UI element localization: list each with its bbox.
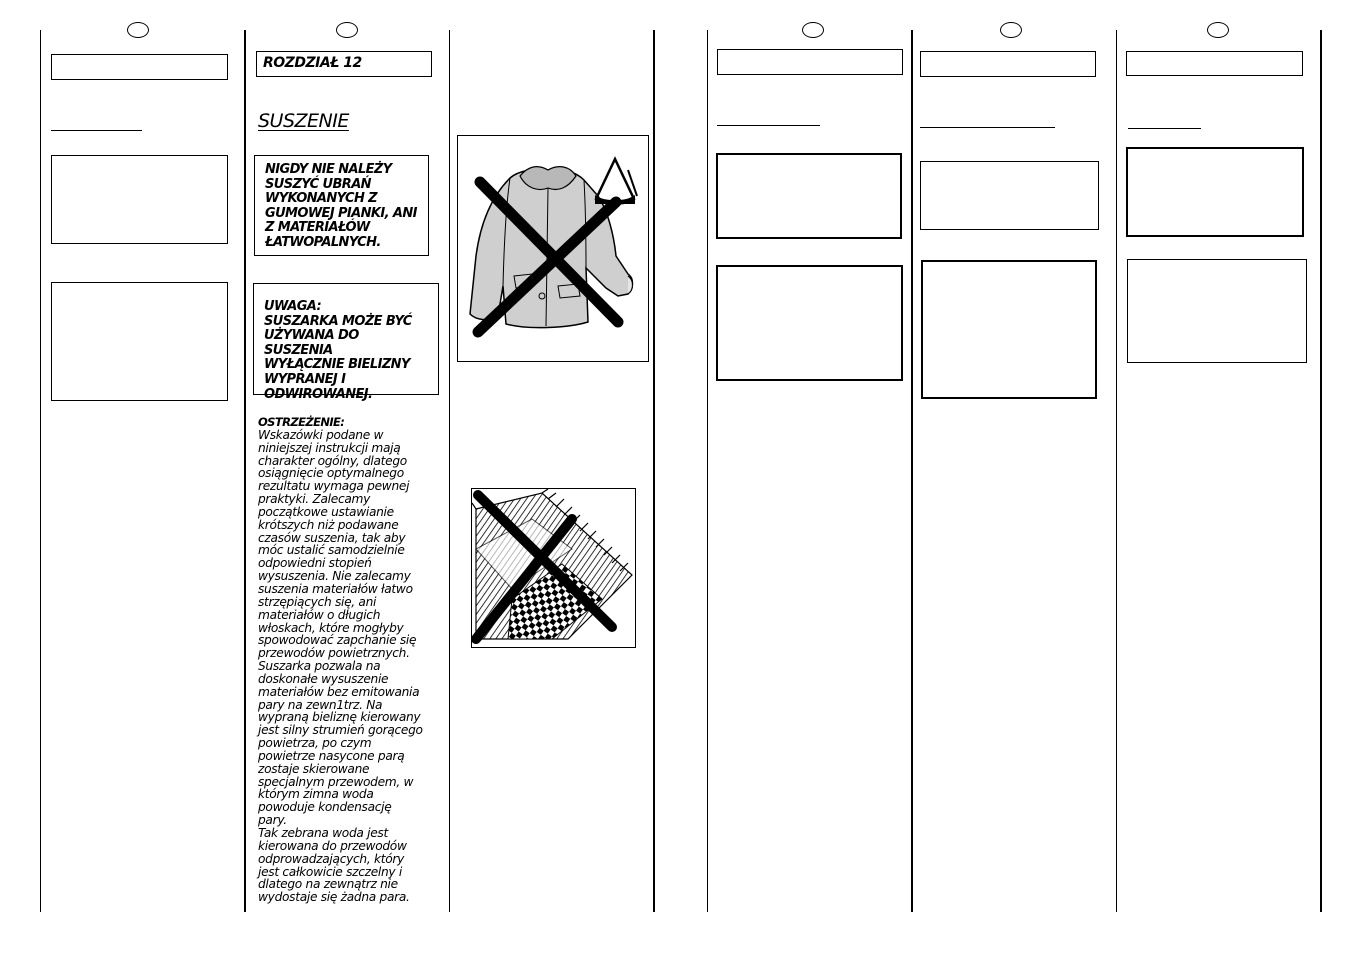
caution-line: wydostaje się żadna para.	[258, 890, 410, 905]
warning-line: GUMOWEJ PIANKI, ANI	[265, 205, 417, 221]
caution-line: praktyki. Zalecamy	[258, 492, 371, 507]
caution-line: kierowana do przewodów	[258, 838, 407, 853]
jacket-figure	[457, 135, 649, 362]
warning-frame	[51, 155, 228, 244]
chapter-header-frame	[1126, 51, 1303, 76]
caution-line: pary na zewn1trz. Na	[258, 697, 383, 712]
warning-line: Z MATERIAŁÓW	[265, 220, 370, 236]
caution-line: materiałów o długich	[258, 607, 381, 622]
chapter-header	[256, 51, 432, 77]
caution-line: krótszych niż podawane	[258, 517, 399, 532]
caution-line: doskonałe wysuszenie	[258, 671, 389, 686]
column-divider	[449, 30, 450, 912]
chapter-label: ROZDZIAŁ 12	[263, 55, 362, 71]
section-title: SUSZENIE	[258, 110, 349, 132]
notice-frame	[921, 260, 1097, 399]
section-title-underline	[920, 127, 1055, 128]
notice-frame	[1127, 259, 1307, 363]
column-divider	[707, 30, 708, 912]
warning-frame	[1126, 147, 1304, 237]
caution-line: włoskach, które mogłyby	[258, 620, 404, 635]
warning-line: ŁATWOPALNYCH.	[265, 234, 381, 250]
language-flag-icon	[1000, 22, 1022, 38]
column-divider	[40, 30, 41, 912]
caution-line: suszenia materiałów łatwo	[258, 581, 413, 596]
caution-text	[258, 416, 438, 904]
caution-line: niniejszej instrukcji mają	[258, 440, 401, 455]
caution-line: zostaje skierowane	[258, 761, 370, 776]
caution-line: przewodów powietrznych.	[258, 646, 410, 661]
column-divider	[653, 30, 655, 912]
notice-line: WYPRANEJ I	[264, 371, 346, 387]
notice-frame	[51, 282, 228, 401]
caution-line: początkowe ustawianie	[258, 504, 394, 519]
caution-line: materiałów bez emitowania	[258, 684, 420, 699]
caution-line: odprowadzających, który	[258, 851, 404, 866]
chapter-header-frame	[920, 51, 1096, 77]
caution-line: czasów suszenia, tak aby	[258, 530, 406, 545]
chapter-header-frame	[717, 49, 903, 75]
notice-line: SUSZARKA MOŻE BYĆ	[264, 313, 412, 329]
warning-line: NIGDY NIE NALEŻY	[265, 162, 392, 177]
notice-frame	[716, 265, 903, 381]
column-divider	[244, 30, 246, 912]
notice-line: UWAGA:	[264, 299, 322, 314]
caution-line: rezultatu wymaga pewnej	[258, 479, 410, 494]
notice-line: ODWIROWANEJ.	[264, 386, 373, 402]
caution-line: jest silny strumień gorącego	[258, 723, 423, 738]
caution-line: powietrza, po czym	[258, 736, 372, 751]
caution-line: charakter ogólny, dlatego	[258, 453, 407, 468]
caution-line: powietrze nasycone parą	[258, 748, 405, 763]
warning-line: WYKONANYCH Z	[265, 191, 377, 207]
language-flag-icon	[1207, 22, 1229, 38]
caution-line: dlatego na zewnątrz nie	[258, 877, 398, 892]
caution-line: pary.	[258, 813, 287, 828]
caution-line: strzępiących się, ani	[258, 594, 377, 609]
chapter-header-frame	[51, 54, 228, 80]
caution-line: jest całkowicie szczelny i	[258, 864, 403, 879]
caution-line: powoduje kondensację	[258, 800, 392, 815]
section-title-underline	[1128, 128, 1201, 129]
column-divider	[1320, 30, 1322, 912]
caution-line: specjalnym przewodem, w	[258, 774, 414, 789]
language-flag-icon	[127, 22, 149, 38]
rug-figure	[471, 488, 636, 648]
warning-frame	[920, 161, 1099, 230]
section-title-underline	[717, 125, 820, 126]
language-flag-icon	[336, 22, 358, 38]
warning-box	[254, 155, 429, 256]
caution-line: wysuszenia. Nie zalecamy	[258, 569, 411, 584]
caution-line: którym zimna woda	[258, 787, 374, 802]
caution-line: Tak zebrana woda jest	[258, 826, 388, 840]
column-divider	[1116, 30, 1117, 912]
flammable-warning-icon	[590, 156, 640, 208]
notice-line: WYŁĄCZNIE BIELIZNY	[264, 357, 410, 373]
caution-line: móc ustalić samodzielnie	[258, 543, 405, 558]
warning-line: SUSZYĆ UBRAŃ	[265, 176, 371, 192]
crossed-out-rug-illustration	[472, 489, 636, 648]
warning-frame	[716, 153, 902, 239]
column-divider	[911, 30, 913, 912]
section-title-underline	[51, 130, 142, 131]
caution-line: wypraną bieliznę kierowany	[258, 710, 421, 725]
language-flag-icon	[802, 22, 824, 38]
caution-heading: OSTRZEŻENIE:	[258, 415, 345, 429]
caution-line: Wskazówki podane w	[258, 427, 384, 442]
notice-box	[253, 283, 439, 402]
caution-line: Suszarka pozwala na	[258, 659, 381, 674]
caution-line: odpowiedni stopień	[258, 556, 372, 571]
caution-line: osiągnięcie optymalnego	[258, 466, 404, 481]
caution-line: spowodować zapchanie się	[258, 633, 417, 648]
notice-line: UŻYWANA DO SUSZENIA	[264, 328, 359, 358]
